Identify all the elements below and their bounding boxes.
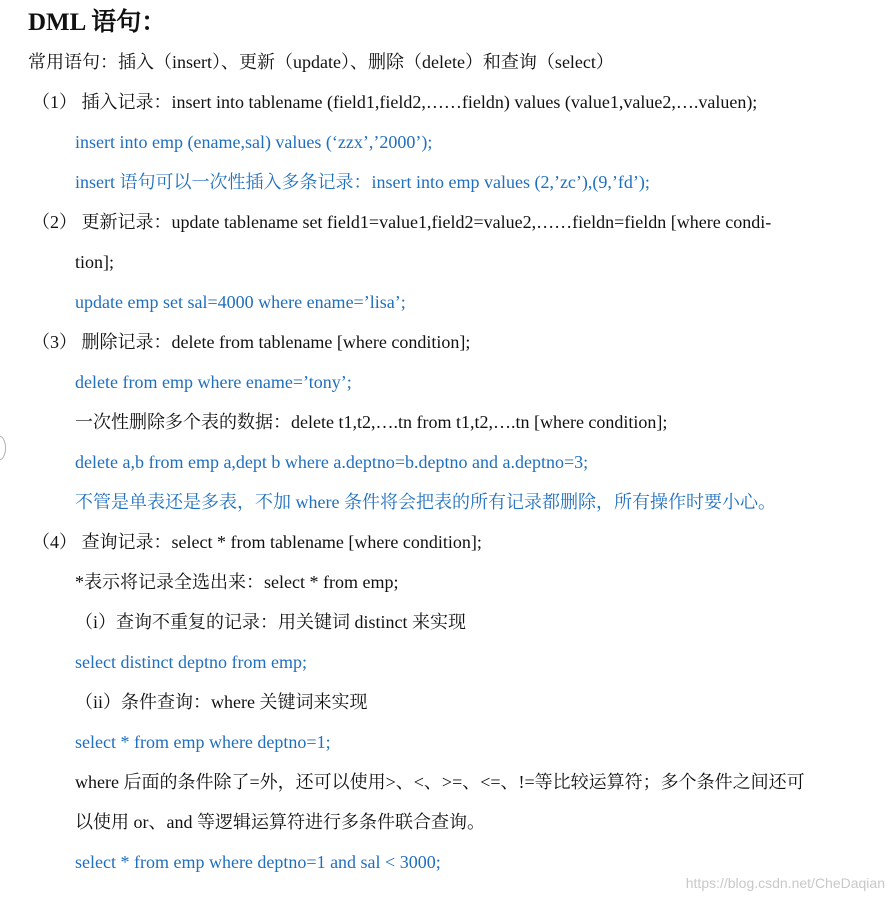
select-distinct-title: （i）查询不重复的记录：用关键词 distinct 来实现: [75, 612, 466, 632]
update-example: update emp set sal=4000 where ename=’lisa’;: [75, 292, 406, 312]
delete-example-single: delete from emp where ename=’tony’;: [75, 372, 352, 392]
insert-heading: （1） 插入记录：insert into tablename (field1,field2,……fieldn) values (value1,value2,….valuen);: [32, 92, 758, 112]
select-where-note: where 后面的条件除了=外，还可以使用>、<、>=、<=、!=等比较运算符；多个条件之间还可: [75, 772, 805, 792]
select-where-title: （ii）条件查询：where 关键词来实现: [75, 692, 368, 712]
update-heading-continued: tion];: [75, 252, 114, 272]
select-where-note-continued: 以使用 or、and 等逻辑运算符进行多条件联合查询。: [75, 812, 485, 832]
select-star-note: *表示将记录全选出来：select * from emp;: [75, 572, 399, 592]
delete-warning: 不管是单表还是多表，不加 where 条件将会把表的所有记录都删除，所有操作时要小心。: [75, 492, 776, 512]
delete-example-multi: delete a,b from emp a,dept b where a.deptno=b.deptno and a.deptno=3;: [75, 452, 589, 472]
select-where-example: select * from emp where deptno=1;: [75, 732, 331, 752]
delete-heading: （3） 删除记录：delete from tablename [where condition];: [32, 332, 471, 352]
select-heading: （4） 查询记录：select * from tablename [where condition];: [32, 532, 482, 552]
select-distinct-example: select distinct deptno from emp;: [75, 652, 307, 672]
intro-text: 常用语句：插入（insert）、更新（update）、删除（delete）和查询（select）: [28, 52, 614, 72]
delete-multi-table-note: 一次性删除多个表的数据：delete t1,t2,….tn from t1,t2,….tn [where condition];: [75, 412, 668, 432]
page-title: DML 语句：: [28, 9, 167, 36]
insert-example-single: insert into emp (ename,sal) values (‘zzx’,’2000’);: [75, 132, 433, 152]
select-where-and-example: select * from emp where deptno=1 and sal < 3000;: [75, 852, 441, 872]
update-heading: （2） 更新记录：update tablename set field1=value1,field2=value2,……fieldn=fieldn [where condi-: [32, 212, 772, 232]
edge-marker: [0, 436, 6, 460]
watermark: https://blog.csdn.net/CheDaqian: [685, 875, 885, 891]
insert-example-multi: insert 语句可以一次性插入多条记录：insert into emp values (2,’zc’),(9,’fd’);: [75, 172, 650, 192]
